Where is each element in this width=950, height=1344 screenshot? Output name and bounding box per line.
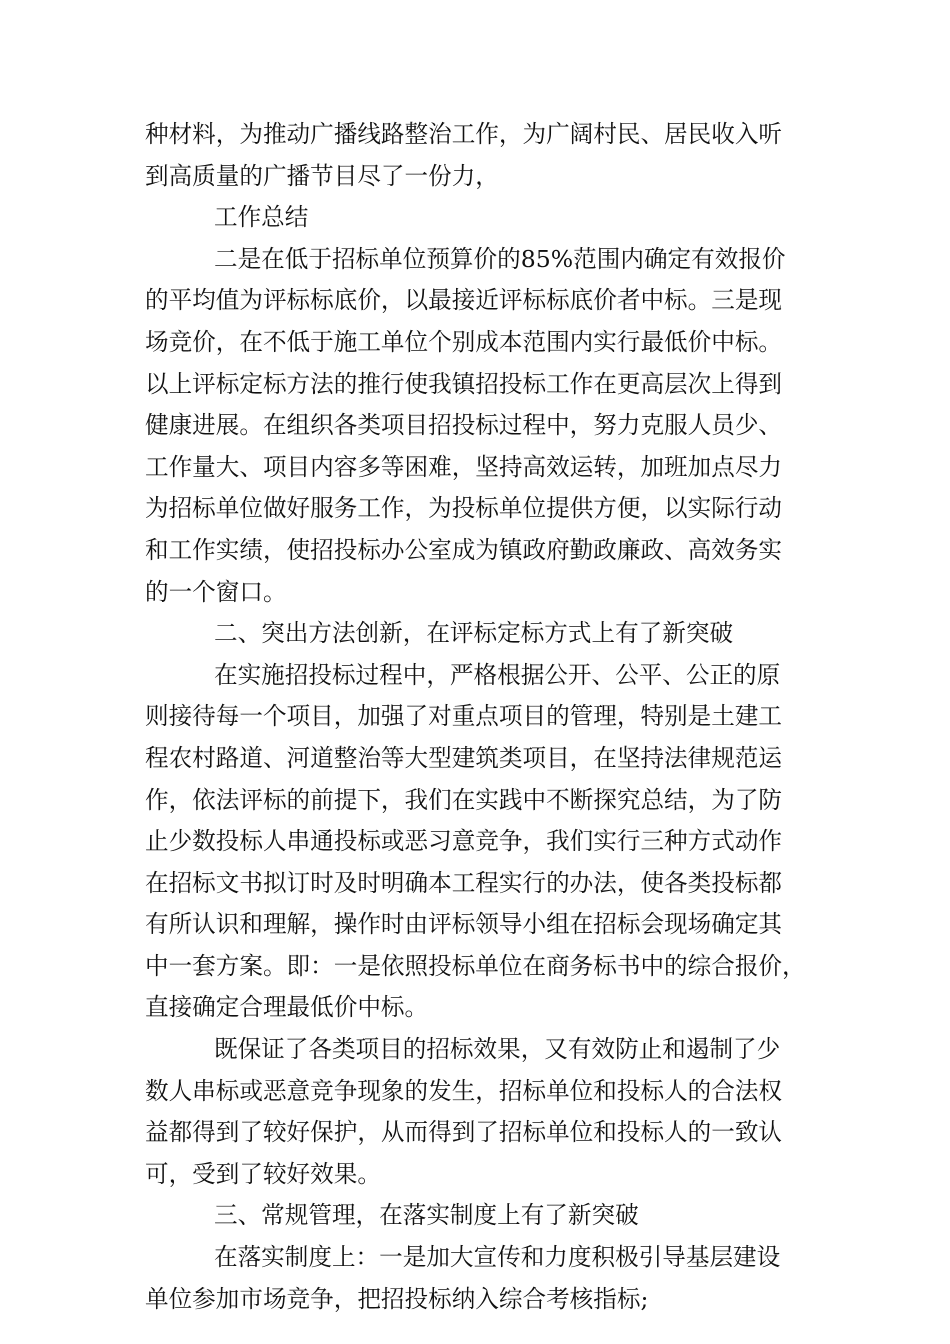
- text-line: 可，受到了较好效果。: [145, 1159, 381, 1188]
- text-line: 中一套方案。即：一是依照投标单位在商务标书中的综合报价，: [145, 951, 806, 980]
- text-line: 程农村路道、河道整治等大型建筑类项目，在坚持法律规范运: [145, 743, 783, 772]
- text-line: 工作量大、项目内容多等困难，坚持高效运转，加班加点尽力: [145, 452, 783, 481]
- text-line: 既保证了各类项目的招标效果，又有效防止和遏制了少: [214, 1035, 781, 1064]
- text-line: 则接待每一个项目，加强了对重点项目的管理，特别是土建工: [145, 702, 783, 731]
- text-line: 工作总结: [214, 203, 309, 232]
- text-line: 到高质量的广播节目尽了一份力，: [145, 161, 499, 190]
- text-line: 场竞价，在不低于施工单位个别成本范围内实行最低价中标。: [145, 327, 783, 356]
- text-line: 在实施招投标过程中，严格根据公开、公平、公正的原: [214, 660, 781, 689]
- text-line: 和工作实绩，使招投标办公室成为镇政府勤政廉政、高效务实: [145, 535, 783, 564]
- text-line: 二是在低于招标单位预算价的85%范围内确定有效报价: [214, 244, 786, 273]
- text-line: 有所认识和理解，操作时由评标领导小组在招标会现场确定其: [145, 910, 783, 939]
- text-line: 三、常规管理，在落实制度上有了新突破: [214, 1201, 639, 1230]
- text-line: 种材料，为推动广播线路整治工作，为广阔村民、居民收入听: [145, 120, 783, 148]
- text-line: 作，依法评标的前提下，我们在实践中不断探究总结，为了防: [145, 785, 783, 814]
- text-line: 为招标单位做好服务工作，为投标单位提供方便，以实际行动: [145, 494, 783, 523]
- text-line: 在招标文书拟订时及时明确本工程实行的办法，使各类投标都: [145, 868, 783, 897]
- text-line: 单位参加市场竞争，把招投标纳入综合考核指标;: [145, 1284, 649, 1313]
- document-body: [145, 114, 807, 1320]
- text-line: 的平均值为评标标底价，以最接近评标标底价者中标。三是现: [145, 286, 783, 315]
- text-line: 二、突出方法创新，在评标定标方式上有了新突破: [214, 619, 734, 648]
- text-line: 数人串标或恶意竞争现象的发生，招标单位和投标人的合法权: [145, 1076, 783, 1105]
- text-line: 以上评标定标方法的推行使我镇招投标工作在更高层次上得到: [145, 369, 783, 398]
- text-line: 止少数投标人串通投标或恶习意竞争，我们实行三种方式动作: [145, 827, 783, 856]
- text-line: 的一个窗口。: [145, 577, 287, 606]
- text-line: 健康进展。在组织各类项目招投标过程中，努力克服人员少、: [145, 411, 783, 440]
- text-line: 益都得到了较好保护，从而得到了招标单位和投标人的一致认: [145, 1118, 783, 1147]
- text-line: 在落实制度上：一是加大宣传和力度积极引导基层建设: [214, 1243, 781, 1272]
- text-line: 直接确定合理最低价中标。: [145, 993, 429, 1022]
